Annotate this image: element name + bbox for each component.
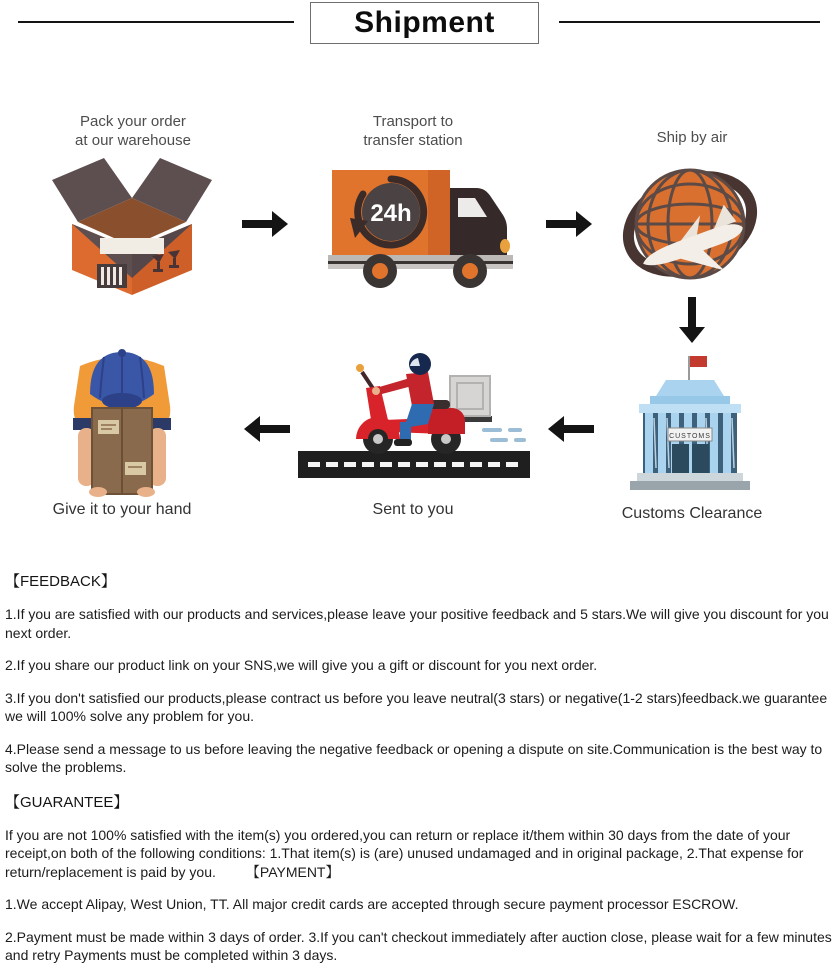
feedback-item: 3.If you don't satisfied our products,please contract us before you leave neutral(3 stars) or negative(1-2 stars)feedback.we guarantee we will 100% solve any problem for you.: [5, 689, 828, 724]
globe-airplane-icon: [608, 150, 773, 295]
header-rule-left: [18, 21, 294, 23]
step-label-pack: Pack your order at our warehouse: [75, 113, 191, 149]
payment-heading: 【PAYMENT】: [245, 863, 340, 880]
page-title-box: [310, 2, 539, 44]
guarantee-heading: 【GUARANTEE】: [5, 793, 129, 811]
feedback-item: 1.If you are satisfied with our products and services,please leave your positive feedback and 5 stars.We will give you discount for you next order.: [5, 606, 829, 641]
step-label-hand: Give it to your hand: [52, 501, 192, 518]
feedback-heading: 【FEEDBACK】: [5, 573, 116, 590]
step-label-transport: Transport to transfer station: [363, 113, 463, 149]
delivery-scooter-icon: [292, 348, 537, 483]
customs-sign: CUSTOMS: [669, 433, 711, 440]
feedback-item: 4.Please send a message to us before leaving the negative feedback or opening a dispute on site.Communication is the best way to solve the problems.: [5, 740, 823, 775]
step-label-customs: Customs Clearance: [621, 505, 763, 522]
header-rule-right: [559, 21, 820, 23]
payment-item: 1.We accept Alipay, West Union, TT. All major credit cards are accepted through secure payment processor ESCROW.: [5, 896, 739, 912]
delivery-truck-icon: [328, 158, 513, 290]
payment-item: 2.Payment must be made within 3 days of order. 3.If you can't checkout immediately after auction close, please wait for a few minutes and retry Payments must be completed within 3 days.: [5, 928, 832, 963]
step-label-air: Ship by air: [656, 129, 728, 146]
package-box-icon: [42, 152, 222, 297]
step-label-sent: Sent to you: [372, 501, 454, 518]
flow-arrow-left-icon: [244, 415, 290, 443]
info-text-block: [5, 560, 833, 970]
guarantee-body: If you are not 100% satisfied with the item(s) you ordered,you can return or replace it/them within 30 days from the date of your receipt,on both of the following conditions: 1.That item(s) is (are) unused undamaged and in original package, 2.That expense for return/replacement is paid by you. 【PAYMENT】: [5, 826, 804, 880]
truck-24h-badge: 24h: [370, 200, 412, 227]
customs-building-icon: [612, 352, 770, 492]
feedback-item: 2.If you share our product link on your SNS,we will give you a gift or discount for you next order.: [5, 657, 598, 673]
flow-arrow-right-icon: [546, 210, 592, 238]
speed-lines-icon: [482, 428, 526, 442]
page-title: Shipment: [354, 6, 495, 39]
flow-arrow-down-icon: [678, 297, 706, 343]
flow-arrow-left-icon: [548, 415, 594, 443]
flow-arrow-right-icon: [242, 210, 288, 238]
courier-handover-icon: [52, 342, 192, 497]
